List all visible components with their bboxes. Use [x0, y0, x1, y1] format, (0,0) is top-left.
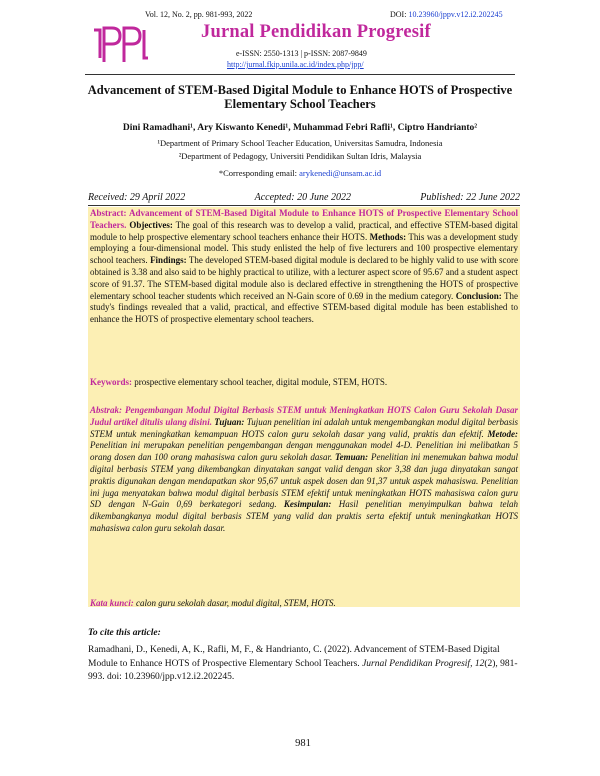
tujuan-label: Tujuan:: [214, 416, 245, 427]
header-divider: [85, 74, 515, 75]
citation-text: [88, 644, 520, 685]
email-label: *Corresponding email:: [218, 168, 300, 178]
objectives-label: Objectives:: [129, 219, 173, 230]
journal-url-link[interactable]: http://jurnal.fkip.unila.ac.id/index.php/jpp/: [227, 60, 364, 69]
conclusion-text: The study's findings revealed that a valid, practical, and effective STEM-based digital module has been established to enhance the HOTS of prospective elementary school teachers.: [90, 290, 518, 325]
methods-text: This was a development study employing a four-dimensional model. This study enlisted the help of five lecturers and 100 prospective elementary school teachers.: [90, 231, 519, 266]
keywords-text: prospective elementary school teacher, digital module, STEM, HOTS.: [134, 377, 388, 387]
journal-title: Jurnal Pendidikan Progresif: [201, 22, 431, 42]
doi: [390, 10, 503, 19]
metode-label: Metode:: [487, 428, 518, 439]
email-link[interactable]: arykenedi@unsam.ac.id: [299, 168, 382, 178]
accepted-date: Accepted: 20 June 2022: [254, 192, 351, 203]
keywords-english: [90, 377, 518, 387]
kesimpulan-label: Kesimpulan:: [283, 499, 332, 510]
corresponding-email: [80, 168, 520, 178]
paper-title: Advancement of STEM-Based Digital Module to Enhance HOTS of Prospective Elementary School Teachers: [87, 83, 513, 111]
findings-label: Findings:: [150, 255, 187, 266]
keywords-indonesian: [90, 598, 518, 608]
tujuan-text: Tujuan penelitian ini adalah untuk mengembangkan modul digital berbasis STEM untuk meningkatkan kemampuan HOTS calon guru sekolah dasar yang valid, praktis dan efektif.: [90, 416, 519, 439]
published-date: Published: 22 June 2022: [420, 192, 520, 203]
citation-part-a: Ramadhani, D., Kenedi, A, K., Rafli, M, F., & Handrianto, C. (2022). Advancement of STEM-Based Digital Module to Enhance HOTS of Prospective Elementary School Teachers.: [88, 645, 500, 669]
doi-link[interactable]: 10.23960/jppv.v12.i2.202245: [408, 10, 503, 19]
dates-divider: [88, 205, 520, 206]
findings-text: The developed STEM-based digital module is declared to be highly valid to use with score obtained is 3.38 and also said to be highly practical to utilize, with a lecturer aspect score of 95.67 and a student aspect score of 91.37. The STEM-based digital module also is declared effective in strengthening the HOTS of prospective elementary school teacher students which received an N-Gain score of 0.69 in the medium category.: [90, 255, 518, 301]
page-number: 981: [295, 738, 311, 749]
issn: e-ISSN: 2550-1313 | p-ISSN: 2087-9849: [236, 49, 367, 58]
kesimpulan-text: Hasil penelitian menyimpulkan bahwa telah dikembangkanya modul digital berbasis STEM yang valid dan praktis serta efektif untuk meningkatkan HOTS mahasiswa calon guru sekolah dasar.: [90, 499, 519, 533]
citation-heading: To cite this article:: [88, 628, 161, 638]
volume-info: Vol. 12, No. 2, pp. 981-993, 2022: [145, 10, 253, 19]
temuan-label: Temuan:: [334, 452, 369, 463]
authors: Dini Ramadhani¹, Ary Kiswanto Kenedi¹, Muhammad Febri Rafli¹, Ciptro Handrianto²: [122, 123, 478, 133]
kata-kunci-label: Kata kunci:: [90, 598, 134, 608]
received-date: Received: 29 April 2022: [88, 192, 186, 203]
methods-label: Methods:: [369, 231, 407, 242]
affiliation-2: ²Department of Pedagogy, Universiti Pendidikan Sultan Idris, Malaysia: [178, 151, 422, 161]
temuan-text: Penelitian ini menemukan bahwa modul digital berbasis STEM yang dikembangkan dinyatakan sangat valid dengan skor 3,38 dan juga dinyatakan sangat praktis digunakan dengan mendapatkan skor 95,67 untuk aspek dosen dan 91,37 untuk aspek mahasiswa. Penelitian ini juga menyatakan bahwa modul digital berbasis STEM efektif untuk meningkatkan HOTS mahasiswa calon guru SD dengan N-Gain 0,69 berkategori sedang.: [90, 452, 519, 510]
citation-part-b: (2), 981-993. doi: 10.23960/jpp.v12.i2.202245.: [88, 658, 518, 682]
abstrak-heading: Abstrak: Pengembangan Modul Digital Berbasis STEM untuk Meningkatkan HOTS Calon Guru Sekolah Dasar Judul artikel ditulis ulang disini.: [90, 405, 518, 427]
citation-journal: Jurnal Pendidikan Progresif, 12: [362, 658, 485, 669]
doi-label: DOI:: [390, 10, 409, 19]
objectives-text: The goal of this research was to develop a valid, practical, and effective STEM-based digital module to help prospective elementary school teachers enhance their HOTS.: [90, 219, 519, 242]
conclusion-label: Conclusion:: [455, 290, 502, 301]
keywords-label: Keywords:: [90, 377, 132, 387]
metode-text: Penelitian ini merupakan penelitian pengembangan dengan menggunakan model 4-D. Penelitian ini melibatkan 5 orang dosen dan 100 orang mahasiswa calon guru sekolah dasar.: [90, 440, 518, 463]
affiliation-1: ¹Department of Primary School Teacher Education, Universitas Samudra, Indonesia: [157, 138, 443, 148]
article-dates: [88, 192, 520, 203]
abstract-heading: Abstract: Advancement of STEM-Based Digital Module to Enhance HOTS of Prospective Elementary School Teachers.: [90, 208, 518, 230]
kata-kunci-text: calon guru sekolah dasar, modul digital, STEM, HOTS.: [136, 598, 336, 608]
abstract-english: [90, 208, 518, 326]
abstract-indonesian: [90, 405, 518, 535]
journal-logo-icon: [90, 22, 150, 66]
